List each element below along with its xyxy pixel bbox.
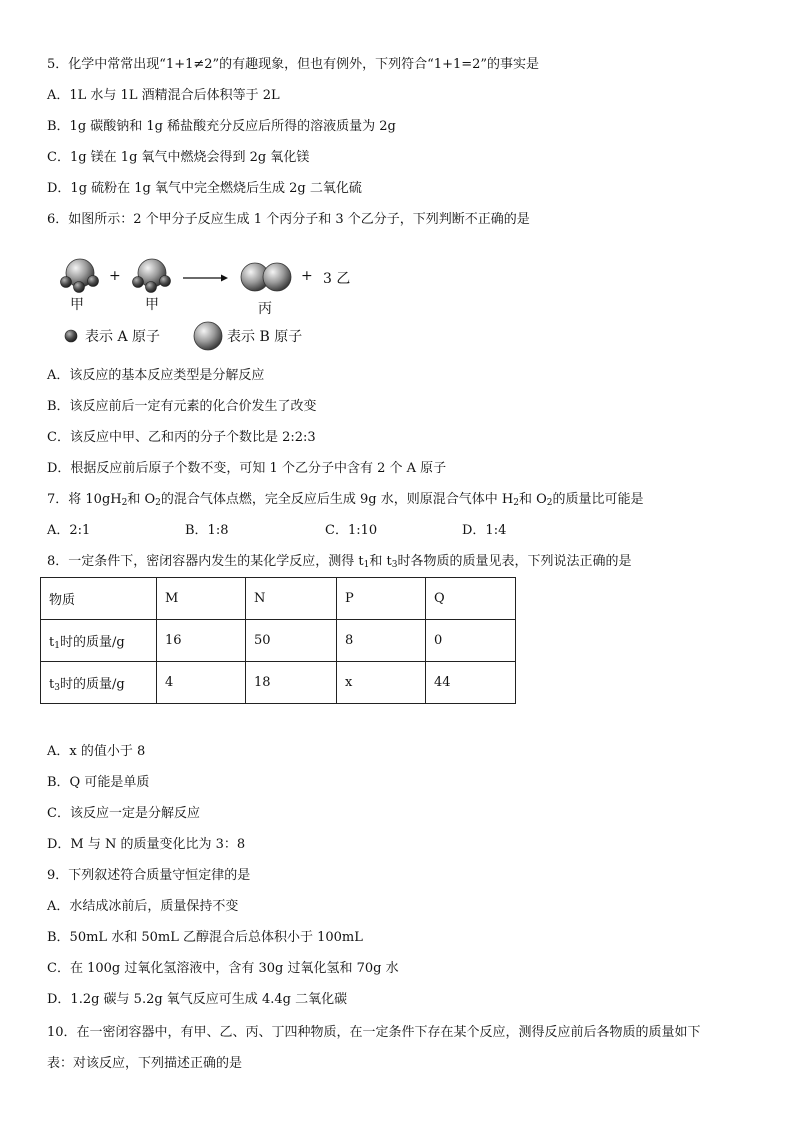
table-cell: 18 — [246, 662, 337, 704]
legend-b-text: 表示 B 原子 — [227, 329, 303, 345]
q5-option-b: B．1g 碳酸钠和 1g 稀盐酸充分反应后所得的溶液质量为 2g — [47, 119, 396, 134]
plus-sign-2: + — [301, 268, 313, 284]
q5-option-d: D．1g 硫粉在 1g 氧气中完全燃烧后生成 2g 二氧化硫 — [47, 181, 362, 196]
table-cell: 4 — [157, 662, 246, 704]
table-row-label — [41, 620, 157, 662]
label-bing: 丙 — [258, 301, 272, 317]
q9-option-b: B．50mL 水和 50mL 乙醇混合后总体积小于 100mL — [47, 930, 363, 945]
table-header-row — [41, 578, 516, 620]
subscript: 2 — [513, 498, 519, 508]
table-cell: 8 — [337, 620, 426, 662]
table-header-cell: P — [337, 578, 426, 620]
q6-option-d: D．根据反应前后原子个数不变，可知 1 个乙分子中含有 2 个 A 原子 — [47, 461, 447, 476]
mass-table — [40, 577, 516, 704]
legend-atom-a — [65, 330, 77, 342]
q9-option-a: A．水结成冰前后，质量保持不变 — [47, 899, 239, 914]
legend-atom-b — [194, 322, 222, 350]
q8-option-b: B．Q 可能是单质 — [47, 775, 150, 790]
q5-stem: 5．化学中常常出现“1+1≠2”的有趣现象，但也有例外，下列符合“1+1=2”的事实是 — [47, 57, 540, 72]
q9-option-c: C．在 100g 过氧化氢溶液中，含有 30g 过氧化氢和 70g 水 — [47, 961, 399, 976]
table-row — [41, 620, 516, 662]
subscript: 3 — [391, 560, 398, 570]
table-header-cell: Q — [426, 578, 516, 620]
q8-stem-text-1: 8．一定条件下，密闭容器内发生的某化学反应，测得 t — [47, 554, 364, 569]
subscript: 1 — [363, 560, 370, 570]
q8-stem-text-2: 和 t — [369, 554, 392, 569]
q5-option-a: A．1L 水与 1L 酒精混合后体积等于 2L — [47, 88, 280, 103]
reaction-arrow — [183, 275, 228, 282]
q8-option-c: C．该反应一定是分解反应 — [47, 806, 200, 821]
table-header-cell: 物质 — [41, 578, 157, 620]
q7-stem-text-5: 的质量比可能是 — [552, 492, 644, 507]
q8-stem-text-3: 时各物质的质量见表，下列说法正确的是 — [397, 554, 632, 569]
molecule-jia-1 — [61, 259, 99, 293]
q9-stem: 9．下列叙述符合质量守恒定律的是 — [47, 868, 251, 883]
three-yi-label: 3 乙 — [323, 271, 351, 287]
q6-stem: 6．如图所示：2 个甲分子反应生成 1 个丙分子和 3 个乙分子，下列判断不正确的是 — [47, 212, 530, 227]
plus-sign-1: + — [109, 268, 121, 284]
row-label-text: t — [49, 635, 55, 650]
q10-stem-line-1: 10．在一密闭容器中，有甲、乙、丙、丁四种物质，在一定条件下存在某个反应，测得反应前后各物质的质量如下 — [47, 1025, 701, 1040]
q6-option-b: B．该反应前后一定有元素的化合价发生了改变 — [47, 399, 317, 414]
table-cell: 50 — [246, 620, 337, 662]
q7-option-b: B．1:8 — [185, 523, 229, 538]
reaction-diagram — [55, 252, 375, 352]
subscript: 2 — [155, 498, 161, 508]
legend-a-text: 表示 A 原子 — [85, 329, 161, 345]
table-cell: 0 — [426, 620, 516, 662]
table-cell: 44 — [426, 662, 516, 704]
label-jia-2: 甲 — [145, 297, 159, 313]
q7-option-a: A．2:1 — [47, 523, 91, 538]
q8-stem — [47, 553, 631, 571]
molecule-jia-2 — [133, 259, 171, 293]
subscript: 3 — [54, 683, 60, 693]
row-label-text: 时的质量/g — [59, 635, 125, 650]
row-label-text: 时的质量/g — [59, 677, 125, 692]
q10-stem-line-2: 表：对该反应，下列描述正确的是 — [47, 1056, 243, 1071]
q7-stem-text-1: 7．将 10gH — [47, 492, 122, 507]
q8-option-a: A．x 的值小于 8 — [47, 744, 146, 759]
subscript: 2 — [121, 498, 128, 508]
q5-option-c: C．1g 镁在 1g 氧气中燃烧会得到 2g 氧化镁 — [47, 150, 310, 165]
table-row-label — [41, 662, 157, 704]
subscript: 2 — [546, 498, 553, 508]
table-row — [41, 662, 516, 704]
q8-option-d: D．M 与 N 的质量变化比为 3：8 — [47, 837, 246, 852]
q7-stem-text-2: 和 O — [127, 492, 156, 507]
label-jia-1: 甲 — [70, 297, 84, 313]
q9-option-d: D．1.2g 碳与 5.2g 氧气反应可生成 4.4g 二氧化碳 — [47, 992, 348, 1007]
q7-option-c: C．1:10 — [325, 523, 378, 538]
q6-option-a: A．该反应的基本反应类型是分解反应 — [47, 368, 265, 383]
q7-stem-text-3: 的混合气体点燃，完全反应后生成 9g 水，则原混合气体中 H — [160, 492, 514, 507]
q6-option-c: C．该反应中甲、乙和丙的分子个数比是 2:2:3 — [47, 430, 316, 445]
molecule-bing — [241, 263, 291, 291]
row-label-text: t — [49, 677, 55, 692]
table-header-cell: M — [157, 578, 246, 620]
table-cell: 16 — [157, 620, 246, 662]
q7-stem — [47, 491, 643, 509]
q7-option-d: D．1:4 — [462, 523, 507, 538]
table-header-cell: N — [246, 578, 337, 620]
table-cell: x — [337, 662, 426, 704]
subscript: 1 — [54, 641, 60, 651]
q7-stem-text-4: 和 O — [518, 492, 547, 507]
